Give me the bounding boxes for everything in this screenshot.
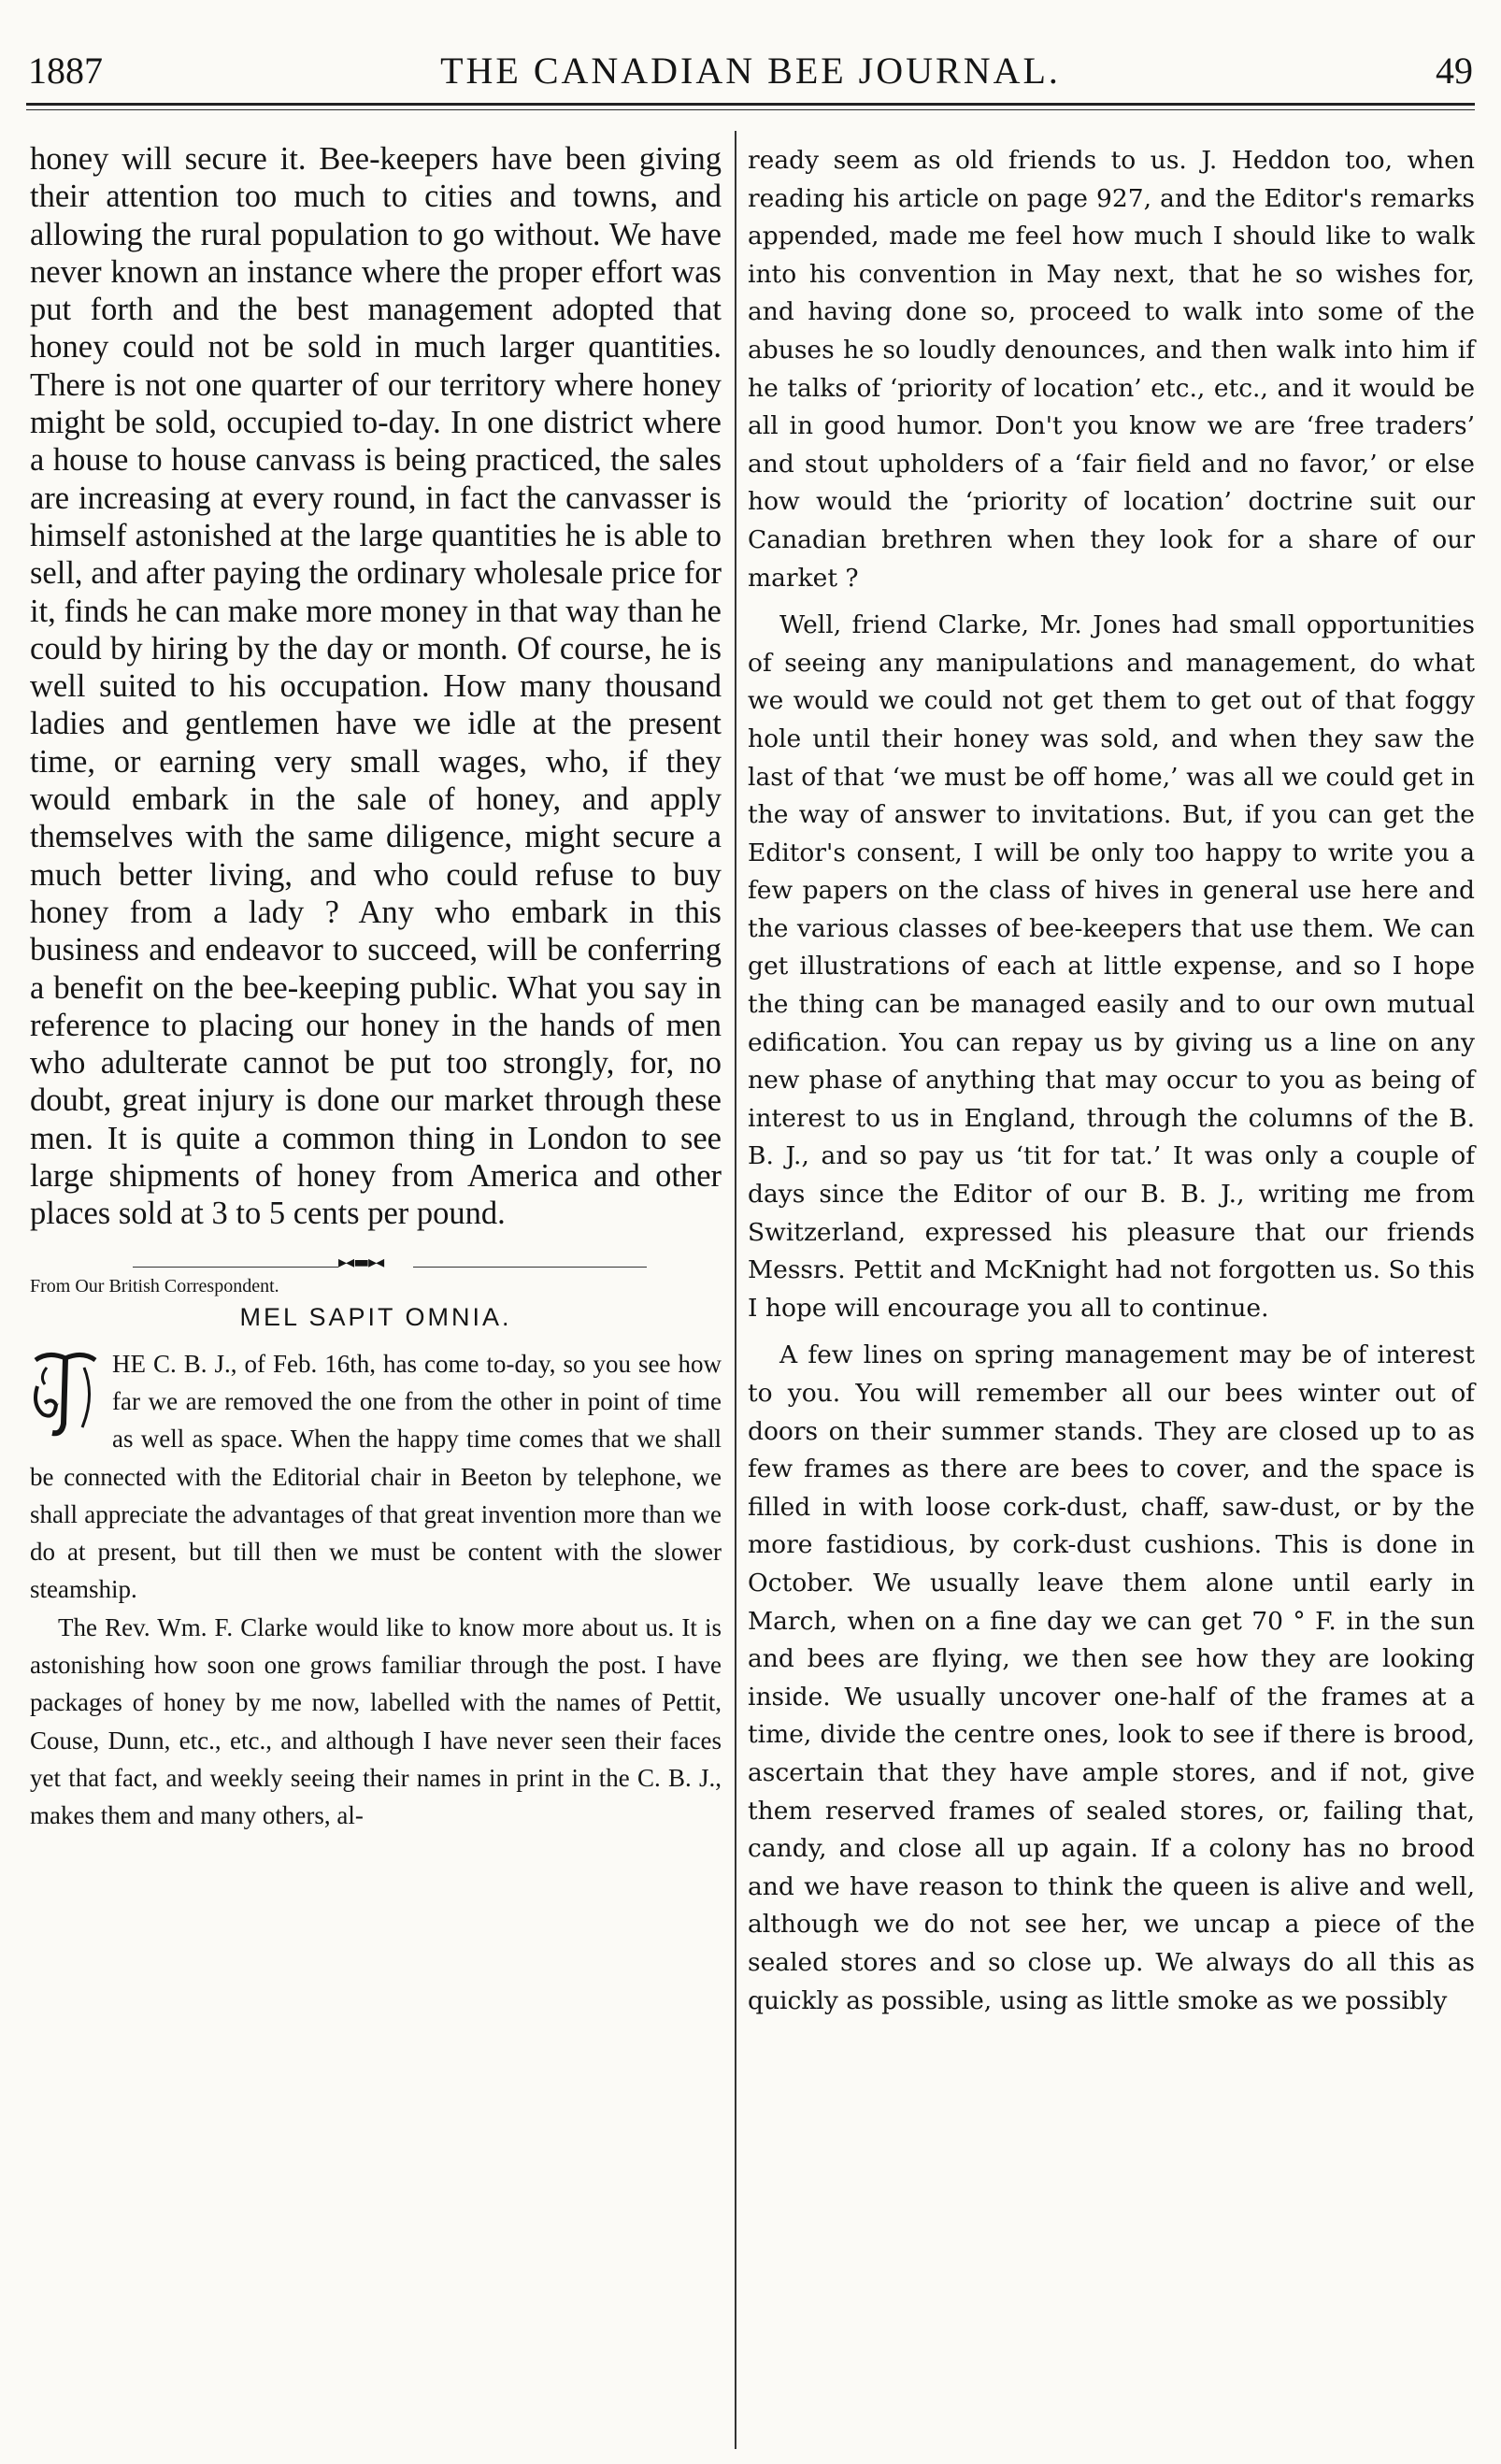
right-column <box>748 142 1475 2020</box>
right-paragraph-3: A few lines on spring management may be of interest to you. You will remember all our bees winter out of doors on their summer stands. They are closed up to as few frames as there are bees to cover, and the space is filled in with loose cork-dust, chaff, saw-dust, or by the more fastidious, by cork-dust cushions. This is done in October. We usually leave them alone until early in March, when on a fine day we can get 70 ° F. in the sun and bees are flying, we then see how they are looking inside. We usually uncover one-half of the frames at a time, divide the centre ones, look to see if there is brood, ascertain that they have ample stores, and if not, give them reserved frames of sealed stores, or, failing that, candy, and close all up again. If a colony has no brood and we have reason to think the queen is alive and well, although we do not see her, we uncap a piece of the sealed stores and so close up. We always do all this as quickly as possible, using as little smoke as we possibly <box>748 1340 1475 2015</box>
letter-paragraph-2: The Rev. Wm. F. Clarke would like to know more about us. It is astonishing how soon one grows familiar through the post. I have packages of honey by me now, labelled with the names of Pettit, Couse, Dunn, etc., etc., and although I have never seen their faces yet that fact, and weekly seeing their names in print in the C. B. J., makes them and many others, al- <box>30 1612 722 1830</box>
ornament-icon: ▸◂▬▸◂ <box>338 1252 384 1272</box>
column-divider <box>735 131 736 2449</box>
section-separator <box>30 1252 722 1274</box>
svg-text:T: T <box>58 1403 60 1406</box>
header-rule-thick <box>26 103 1475 106</box>
right-paragraph-1: ready seem as old friends to us. J. Heddon too, when reading his article on page 927, and the Editor's remarks appended, made me feel how much I should like to walk into his convention in May next, that he so wishes for, and having done so, proceed to walk into some of the abuses he so loudly denounces, and then walk into him if he talks of ‘priority of location’ etc., etc., and it would be all in good humor. Don't you know we are ‘free traders’ and stout upholders of a ‘fair field and no favor,’ or else how would the ‘priority of location’ doctrine suit our Canadian brethren when they look for a share of our market ? <box>748 146 1475 593</box>
article-title: MEL SAPIT OMNIA. <box>239 1302 512 1331</box>
running-header <box>28 49 1473 105</box>
journal-title: THE CANADIAN BEE JOURNAL. <box>440 50 1061 92</box>
header-year: 1887 <box>28 50 103 92</box>
left-column <box>30 140 722 1834</box>
correspondent-letter <box>30 1345 722 1835</box>
letter-paragraph-1: HE C. B. J., of Feb. 16th, has come to-day, so you see how far we are removed the one from the other in point of time as well as space. When the happy time comes that we shall be connected with the Editorial chair in Beeton by telephone, we shall appreciate the advantages of that great invention more than we do at present, but till then we must be content with the slower steamship. <box>30 1349 722 1604</box>
correspondent-label: From Our British Correspondent. <box>30 1275 279 1296</box>
right-paragraph-2: Well, friend Clarke, Mr. Jones had small opportunities of seeing any manipulations and management, do what we would we could not get them to get out of that foggy hole until their honey was sold, and when they saw the last of that ‘we must be off home,’ was all we could get in the way of answer to invitations. But, if you can get the Editor's consent, I will be only too happy to write you a few papers on the class of hives in general use here and the various classes of bee-keepers that use them. We can get illustrations of each at little expense, and so I hope the thing can be managed easily and to our own mutual edification. You can repay us by giving us a line on any new phase of anything that may occur to you as being of interest to us in England, through the columns of the B. B. J., and so pay us ‘tit for tat.’ It was only a couple of days since the Editor of our B. B. J., writing me from Switzerland, expressed his pleasure that our friends Messrs. Pettit and McKnight had not forgotten us. So this I hope will encourage you all to continue. <box>748 610 1475 1323</box>
editorial-text <box>30 140 722 1233</box>
page-number: 49 <box>1436 50 1473 92</box>
dropcap-ornament-icon <box>30 1349 101 1439</box>
continued-paragraph: honey will secure it. Bee-keepers have been giving their attention too much to cities and towns, and allowing the rural population to go without. We have never known an instance where the proper effort was put forth and the best management adopted that honey could not be sold in much larger quantities. There is not one quarter of our territory where honey might be sold, occupied to-day. In one district where a house to house canvass is being practiced, the sales are increasing at every round, in fact the canvasser is himself astonished at the large quantities he is able to sell, and after paying the ordinary wholesale price for it, finds he can make more money in that way than he could by hiring by the day or month. Of course, he is well suited to his occupation. How many thousand ladies and gentlemen have we idle at the present time, or earning very small wages, who, if they would embark in the sale of honey, and apply themselves with the same diligence, might secure a much better living, and who could refuse to buy honey from a lady ? Any who embark in this business and endeavor to succeed, will be conferring a benefit on the bee-keeping public. What you say in reference to placing our honey in the hands of men who adulterate cannot be put too strongly, for, no doubt, great injury is done our market through these men. It is quite a common thing in London to see large shipments of honey from America and other places sold at 3 to 5 cents per pound. <box>30 141 722 1232</box>
header-rule-thin <box>26 109 1475 110</box>
